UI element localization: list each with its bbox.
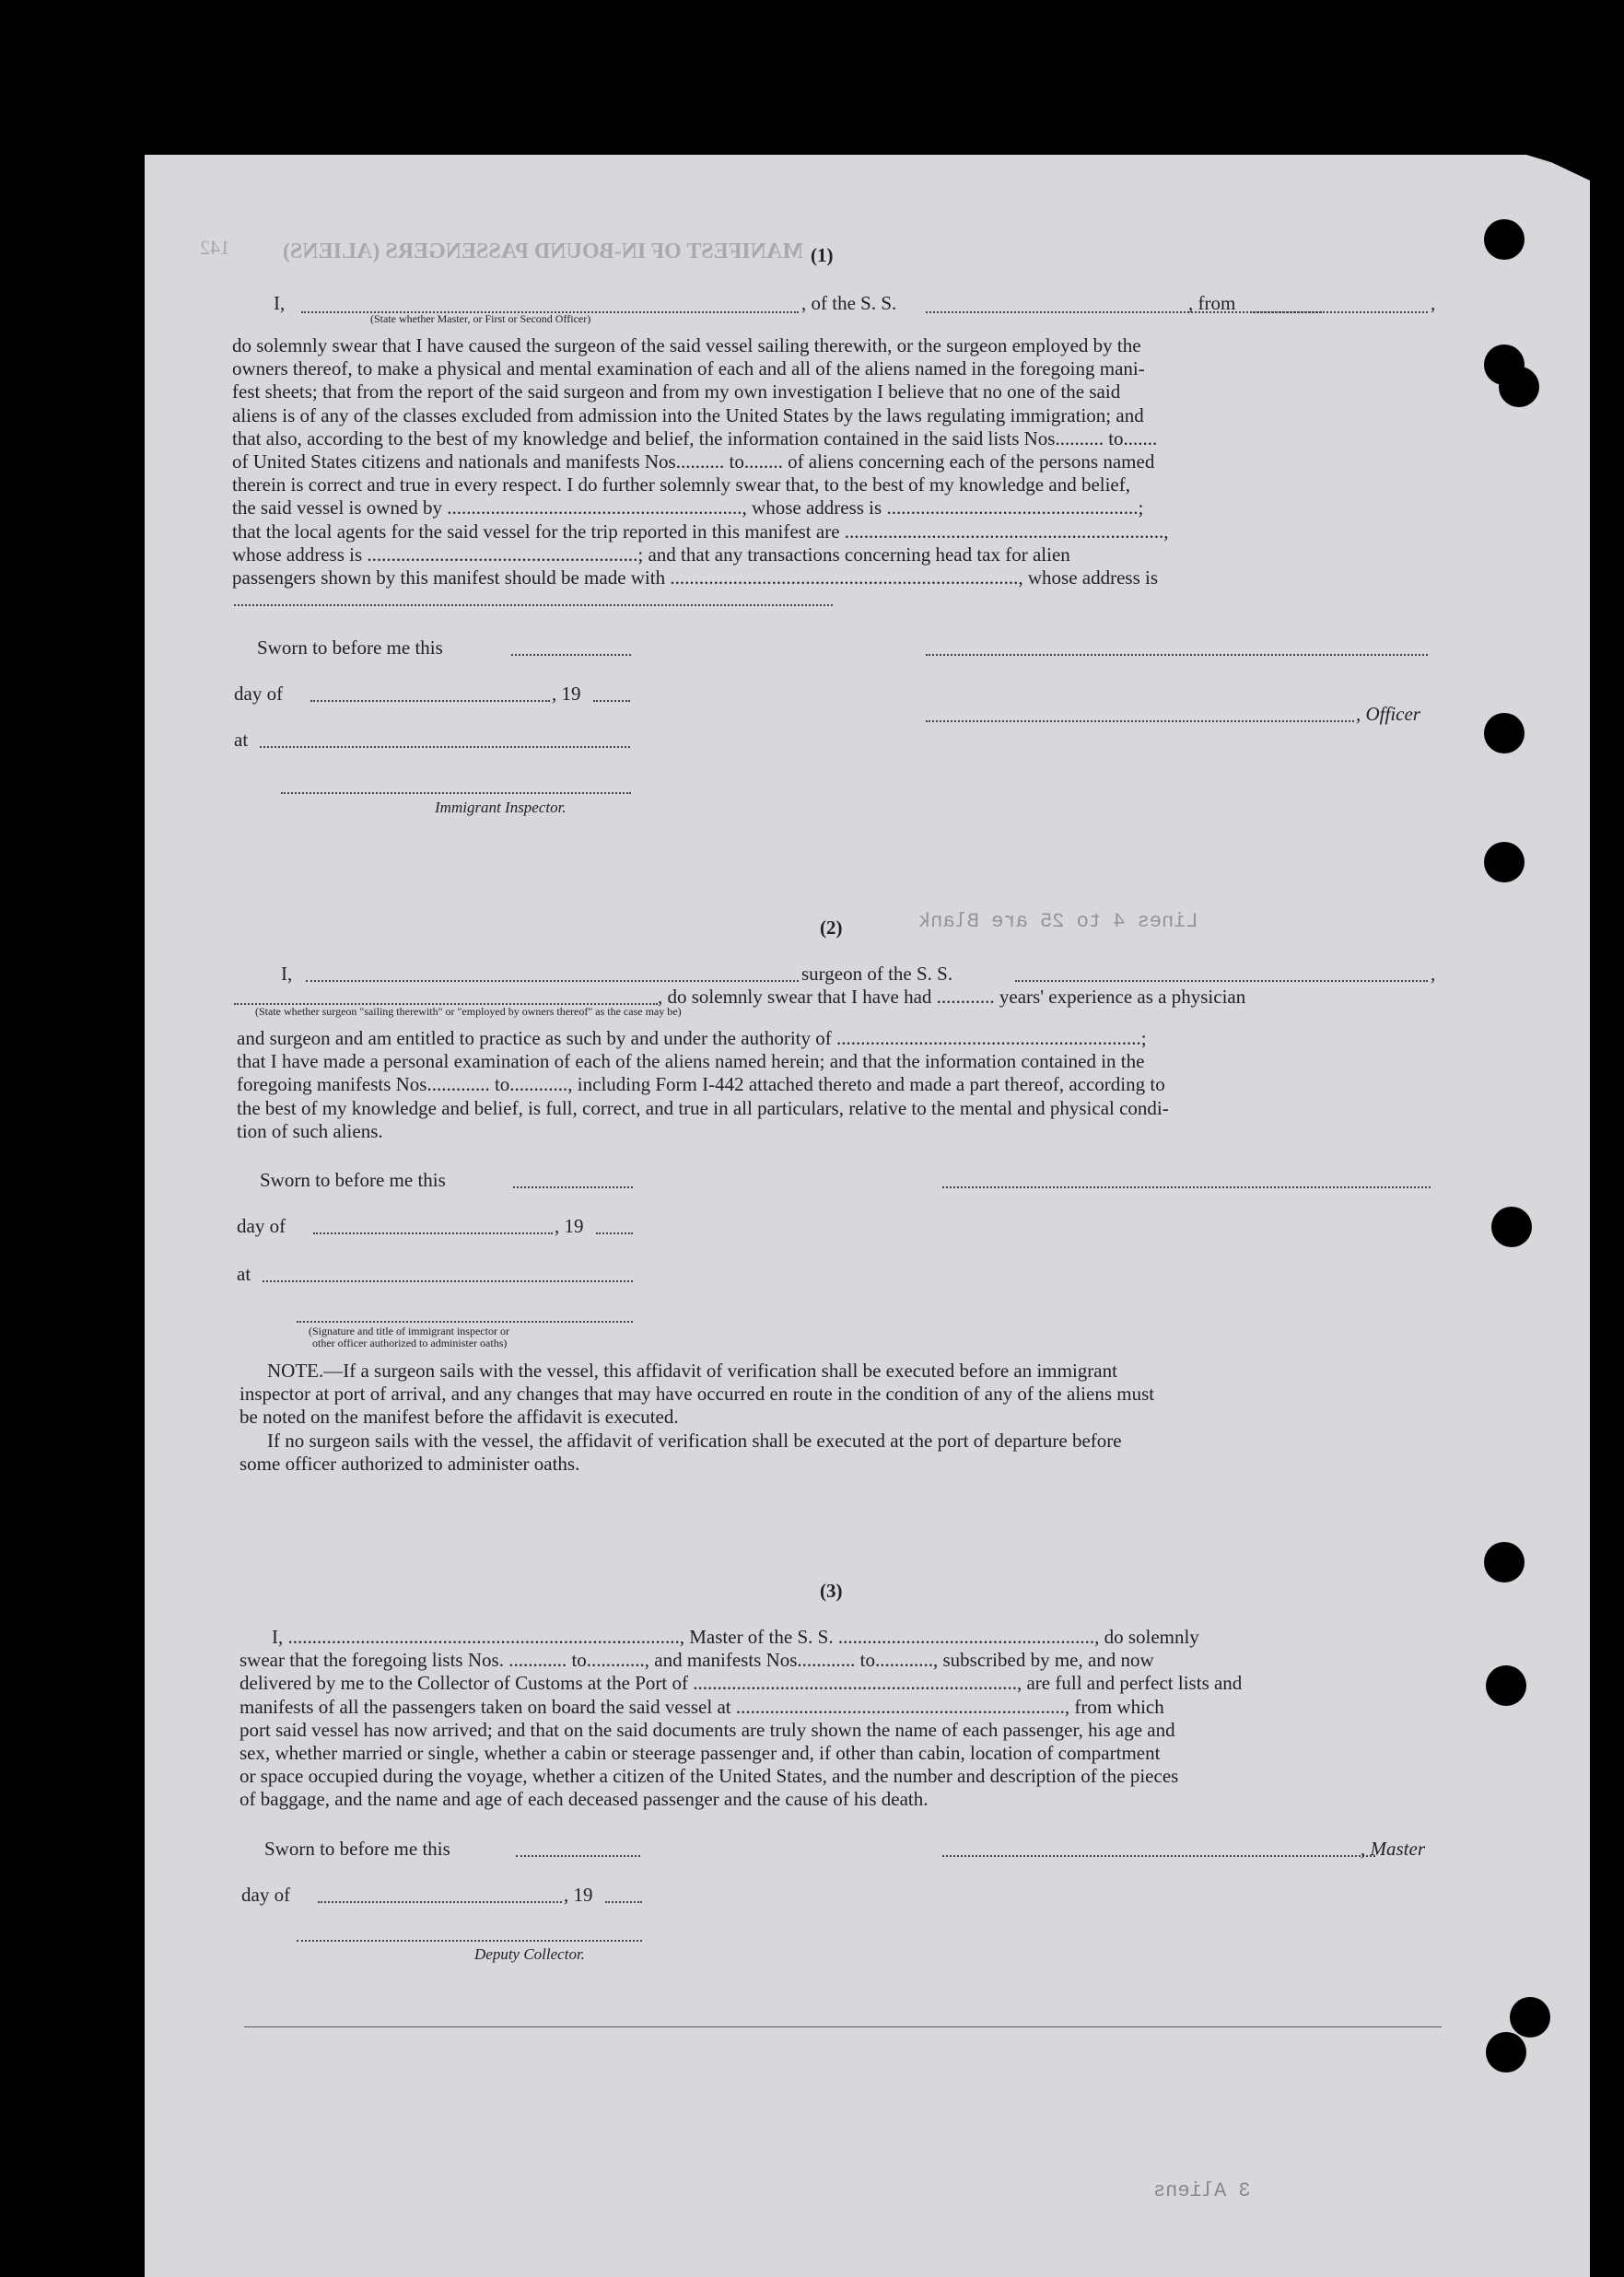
oath-line: whose address is ........................................................; and that any transactions concerning head tax for alien <box>232 543 1070 566</box>
note-line: inspector at port of arrival, and any changes that may have occurred en route in the condition of any of the aliens must <box>240 1383 1155 1406</box>
oath-line: the said vessel is owned by ............................................................., whose address is ....................................................; <box>232 496 1144 520</box>
bleed-through-page-number: 142 <box>200 236 230 259</box>
punch-hole <box>1499 367 1539 407</box>
day-of-blank-1 <box>310 700 550 702</box>
oath-line: the best of my knowledge and belief, is full, correct, and true in all particulars, relative to the mental and physical condi- <box>237 1096 1169 1119</box>
from-port-blank <box>1253 311 1428 313</box>
inspector-signature-line-2 <box>297 1321 633 1323</box>
oath-line: that I have made a personal examination of each of the aliens named herein; and that the information contained in the <box>237 1050 1145 1073</box>
address-continuation-blank <box>234 604 833 606</box>
at-label-2: at <box>237 1263 251 1285</box>
document-page <box>145 155 1590 2277</box>
year-blank-3 <box>605 1901 642 1903</box>
note-line: NOTE.—If a surgeon sails with the vessel, this affidavit of verification shall be executed before an immigrant <box>267 1360 1117 1382</box>
oath-line: delivered by me to the Collector of Customs at the Port of ..................................................................., are full and perfect lists and <box>240 1672 1243 1695</box>
surgeon-of-ss-label: surgeon of the S. S. <box>801 963 953 985</box>
section-1-number: (1) <box>811 244 834 266</box>
bleed-through-stamp: Lines 4 to 25 are Blank <box>918 910 1198 933</box>
oath-line: that also, according to the best of my knowledge and belief, the information contained in the said lists Nos.......... to....... <box>232 426 1158 450</box>
oath-line: port said vessel has now arrived; and that on the said documents are truly shown the name of each passenger, his age and <box>240 1718 1175 1741</box>
day-of-label-2: day of <box>237 1215 286 1237</box>
year-label-1: , 19 <box>552 683 581 705</box>
sworn-date-blank-3 <box>516 1855 640 1857</box>
punch-hole <box>1484 219 1525 260</box>
bleed-through-bottom-note: 3 Aliens <box>1153 2179 1251 2202</box>
pronoun-label: I, <box>274 292 286 314</box>
at-place-blank-1 <box>260 746 630 748</box>
section-1-officer-line <box>274 291 285 315</box>
punch-hole <box>1486 1665 1526 1706</box>
oath-line: passengers shown by this manifest should be made with ........................................................................, whose address is <box>232 566 1158 590</box>
oath-line: fest sheets; that from the report of the said surgeon and from my own investigation I believe that no one of the said <box>232 380 1121 403</box>
comma: , <box>1431 292 1436 314</box>
officer-signature-line-top <box>926 654 1428 656</box>
year-blank-1 <box>593 700 630 702</box>
sworn-label-2: Sworn to before me this <box>260 1169 446 1191</box>
surgeon-comma: , <box>1431 963 1436 985</box>
oath-line: foregoing manifests Nos............. to............, including Form I-442 attached thereto and made a part thereof, according to <box>237 1073 1165 1096</box>
note-line: some officer authorized to administer oaths. <box>240 1452 580 1475</box>
day-of-label-3: day of <box>241 1884 291 1906</box>
punch-hole <box>1491 1207 1532 1247</box>
year-label-2: , 19 <box>555 1215 584 1237</box>
day-of-blank-2 <box>313 1232 553 1234</box>
oath-line: owners thereof, to make a physical and mental examination of each and all of the aliens named in the foregoing mani- <box>232 357 1145 380</box>
surgeon-vessel-blank <box>1015 980 1428 982</box>
section-3-number: (3) <box>820 1580 843 1602</box>
punch-hole <box>1486 2032 1526 2073</box>
sworn-label-3: Sworn to before me this <box>264 1838 450 1860</box>
bleed-through-header: MANIFEST OF IN-BOUND PASSENGERS (ALIENS) <box>283 239 803 263</box>
oath-line: of United States citizens and nationals and manifests Nos.......... to........ of aliens concerning each of the persons named <box>232 450 1155 473</box>
oath-line: tion of such aliens. <box>237 1119 383 1142</box>
oath-line: swear that the foregoing lists Nos. ............ to............, and manifests Nos............ to............, subscribed by me, and now <box>240 1649 1154 1672</box>
officer-signature-line <box>926 720 1354 722</box>
sworn-label-1: Sworn to before me this <box>257 636 443 659</box>
punch-hole <box>1484 842 1525 882</box>
signature-caption-2: other officer authorized to administer oaths) <box>312 1337 508 1349</box>
surgeon-pronoun: I, <box>281 963 293 985</box>
day-of-blank-3 <box>318 1901 562 1903</box>
year-label-3: , 19 <box>564 1884 593 1906</box>
section-2-number: (2) <box>820 917 843 939</box>
oath-line: therein is correct and true in every respect. I do further solemnly swear that, to the best of my knowledge and belief, <box>232 473 1130 496</box>
section-1-oath-text <box>232 334 1431 590</box>
sworn-date-blank-1 <box>511 654 631 656</box>
punch-hole <box>1510 1997 1550 2038</box>
signature-caption-1: (Signature and title of immigrant inspector or <box>309 1325 509 1337</box>
surgeon-note <box>240 1360 1433 1476</box>
oath-line: do solemnly swear that I have caused the surgeon of the said vessel sailing therewith, or the surgeon employed by the <box>232 334 1141 356</box>
inspector-signature-line-1 <box>281 792 631 794</box>
surgeon-name-blank <box>306 980 799 982</box>
section-2-oath-text <box>237 1027 1434 1143</box>
officer-rank-caption: (State whether Master, or First or Second Officer) <box>370 312 591 325</box>
immigrant-inspector-label: Immigrant Inspector. <box>435 799 567 816</box>
oath-line: and surgeon and am entitled to practice as such by and under the authority of ...............................................................; <box>237 1027 1147 1049</box>
oath-line: aliens is of any of the classes excluded from admission into the United States by the laws regulating immigration; and <box>232 403 1144 426</box>
surgeon-signature-line <box>942 1186 1431 1188</box>
at-place-blank-2 <box>263 1280 633 1282</box>
surgeon-type-caption: (State whether surgeon "sailing therewith" or "employed by owners thereof" as the case may be) <box>255 1005 682 1018</box>
oath-line: I, ................................................................................., Master of the S. S. ....................................................., do solemnly <box>272 1626 1199 1648</box>
oath-line: manifests of all the passengers taken on board the said vessel at ...................................................................., from which <box>240 1695 1164 1718</box>
master-signature-line <box>942 1855 1375 1857</box>
sworn-date-blank-2 <box>513 1186 633 1188</box>
torn-corner <box>1526 155 1590 181</box>
surgeon-experience-line: , do solemnly swear that I have had ............ years' experience as a physician <box>658 986 1246 1008</box>
day-of-label-1: day of <box>234 683 284 705</box>
from-label: , from <box>1188 292 1236 314</box>
oath-line: sex, whether married or single, whether a cabin or steerage passenger and, if other than cabin, location of compartment <box>240 1742 1161 1765</box>
year-blank-2 <box>596 1232 633 1234</box>
oath-line: of baggage, and the name and age of each deceased passenger and the cause of his death. <box>240 1788 929 1811</box>
deputy-collector-label: Deputy Collector. <box>474 1945 585 1963</box>
deputy-signature-line <box>297 1940 642 1942</box>
officer-label: , Officer <box>1356 703 1420 725</box>
section-3-oath-text <box>240 1626 1437 1812</box>
master-label: , Master <box>1361 1838 1425 1860</box>
at-label-1: at <box>234 729 249 751</box>
oath-line: that the local agents for the said vessel for the trip reported in this manifest are .................................................................., <box>232 520 1169 543</box>
oath-line: or space occupied during the voyage, whether a citizen of the United States, and the number and description of the pieces <box>240 1765 1179 1788</box>
of-the-ss-label: , of the S. S. <box>801 292 897 314</box>
punch-hole <box>1484 1542 1525 1582</box>
note-line: If no surgeon sails with the vessel, the affidavit of verification shall be executed at the port of departure before <box>267 1429 1122 1452</box>
note-line: be noted on the manifest before the affidavit is executed. <box>240 1406 679 1429</box>
bottom-rule <box>244 2026 1442 2027</box>
punch-hole <box>1484 713 1525 753</box>
